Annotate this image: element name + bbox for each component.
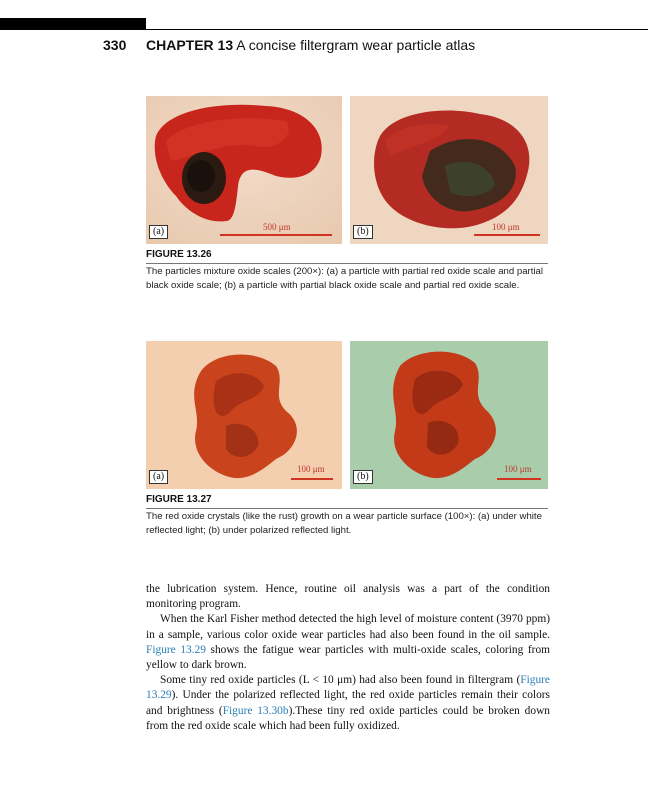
scale-bar xyxy=(291,478,333,480)
text-run: shows the fatigue wear particles with multi-oxide scales, coloring from yellow to dark brown. xyxy=(146,643,550,672)
header-bar xyxy=(0,18,146,30)
text-run: When the Karl Fisher method detected the high level of moisture content (3970 ppm) in a sample, various color oxide wear particles had also been found in the oil sample. xyxy=(146,613,550,641)
header-rule xyxy=(146,29,648,30)
figure-13-27-title: FIGURE 13.27 xyxy=(146,494,212,505)
figure-13-26b-image xyxy=(350,96,548,244)
figure-link[interactable]: Figure 13.29 xyxy=(146,643,206,656)
scale-label: 500 μm xyxy=(263,222,291,232)
panel-label: (a) xyxy=(149,225,168,239)
page-number: 330 xyxy=(103,37,127,53)
scale-label: 100 μm xyxy=(492,222,520,232)
text-run: ).These tiny red oxide particles could be broken down from the red oxide scale which had been fully oxidized. xyxy=(146,704,550,732)
scale-bar xyxy=(220,234,332,236)
scale-bar xyxy=(474,234,540,236)
running-head xyxy=(146,37,475,53)
figure-13-26-caption: The particles mixture oxide scales (200×): (a) a particle with partial red oxide scale and partial black oxide scale; (b) a particle with partial black oxide scale and partial red oxide scale. xyxy=(146,266,543,291)
panel-label: (b) xyxy=(353,225,373,239)
panel-label: (a) xyxy=(149,470,168,484)
chapter-title: A concise filtergram wear particle atlas xyxy=(236,37,476,53)
figure-13-27b-image xyxy=(350,341,548,489)
figure-13-27-rule xyxy=(146,508,548,509)
scale-label: 100 μm xyxy=(297,464,325,474)
figure-13-26a-image xyxy=(146,96,342,244)
paragraph: the lubrication system. Hence, routine oil analysis was a part of the condition monitoring program. xyxy=(146,583,550,611)
figure-13-26-rule xyxy=(146,263,548,264)
figure-link[interactable]: Figure 13.30b xyxy=(222,704,289,717)
body-text xyxy=(146,582,550,734)
figure-13-26-title: FIGURE 13.26 xyxy=(146,249,212,260)
scale-label: 100 μm xyxy=(504,464,532,474)
text-run: Some tiny red oxide particles (L < 10 μm) had also been found in filtergram ( xyxy=(160,674,521,687)
chapter-label: CHAPTER 13 xyxy=(146,37,234,53)
panel-label: (b) xyxy=(353,470,373,484)
figure-13-27-caption: The red oxide crystals (like the rust) growth on a wear particle surface (100×): (a) under white reflected light; (b) under polarized reflected light. xyxy=(146,511,542,536)
scale-bar xyxy=(497,478,541,480)
text-run: ). Under the polarized reflected light, the red oxide particles remain their colors and brightness ( xyxy=(146,689,550,717)
paragraph xyxy=(146,673,550,734)
figure-link[interactable]: Figure 13.29 xyxy=(146,674,550,702)
paragraph xyxy=(146,612,550,673)
figure-13-27a-image xyxy=(146,341,342,489)
